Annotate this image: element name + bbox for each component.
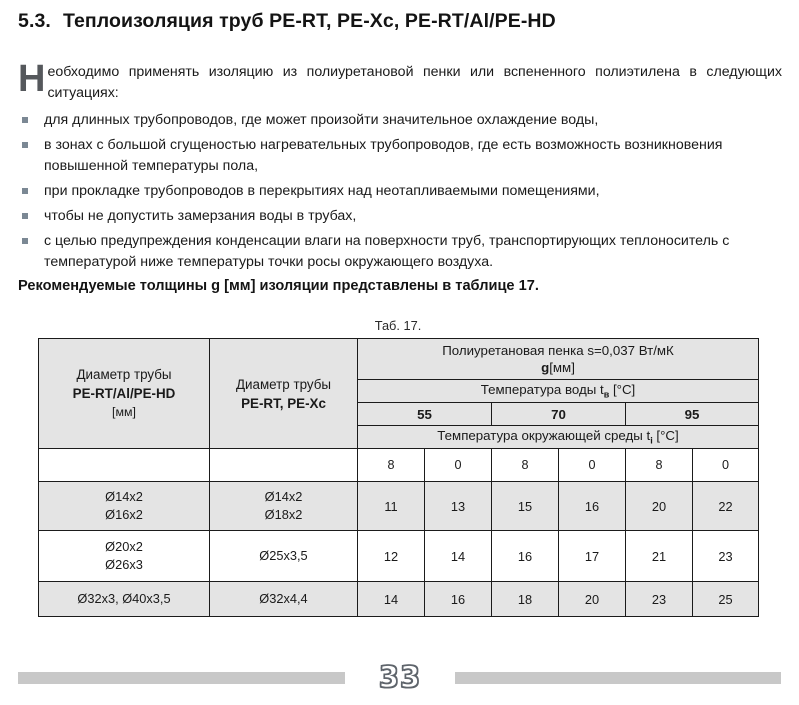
list-item bbox=[18, 110, 786, 131]
cell-thickness: 25 bbox=[693, 582, 759, 617]
header-cell-pipe-diameter-pex bbox=[210, 339, 358, 449]
ambient-temp-value: 0 bbox=[559, 449, 626, 482]
header-cell-ambient-temperature-label bbox=[358, 426, 759, 449]
header-cell-water-temp-95: 95 bbox=[626, 403, 759, 426]
cell-thickness: 14 bbox=[425, 531, 492, 582]
table-caption: Таб. 17. bbox=[374, 318, 422, 333]
cell-thickness: 23 bbox=[693, 531, 759, 582]
header-cell-water-temp-70: 70 bbox=[492, 403, 626, 426]
bullet-square-icon bbox=[22, 117, 28, 123]
header-pipe-diameter-label-2: Диаметр трубы bbox=[235, 376, 332, 392]
header-pipe-diameter-label: Диаметр трубы bbox=[76, 367, 172, 382]
header-thickness-symbol-line bbox=[361, 359, 755, 376]
cell-thickness: 17 bbox=[559, 531, 626, 582]
cell-pipe-pex bbox=[210, 482, 358, 531]
list-item-text: с целью предупреждения конденсации влаги на поверхности труб, транспортирующих теплоноситель с температурой ниже температуры точки росы окружающего воздуха. bbox=[44, 233, 730, 270]
list-item-text: для длинных трубопроводов, где может произойти значительное охлаждение воды, bbox=[44, 112, 599, 128]
bullet-square-icon bbox=[22, 142, 28, 148]
cell-pipe-alu bbox=[39, 531, 210, 582]
situations-list bbox=[18, 110, 786, 277]
insulation-thickness-table bbox=[38, 338, 758, 617]
header-cell-material bbox=[358, 339, 759, 380]
header-cell-water-temperature-label bbox=[358, 380, 759, 403]
cell-thickness: 18 bbox=[492, 582, 559, 617]
cell-thickness: 16 bbox=[492, 531, 559, 582]
footer-rule-left bbox=[18, 672, 345, 684]
list-item-text: в зонах с большой сгущеностью нагревательных трубопроводов, где есть возможность возникновения повышенной температуры пола, bbox=[44, 137, 723, 174]
list-item-text: чтобы не допустить замерзания воды в трубах, bbox=[44, 208, 357, 224]
recommended-thickness-note: Рекомендуемые толщины g [мм] изоляции представлены в таблице 17. bbox=[18, 278, 539, 294]
pipe-alu-line-1: Ø20x2 bbox=[105, 539, 143, 554]
section-number: 5.3. bbox=[18, 10, 51, 32]
ambient-temp-value: 8 bbox=[492, 449, 559, 482]
ambient-temp-value: 0 bbox=[693, 449, 759, 482]
bullet-square-icon bbox=[22, 213, 28, 219]
intro-text: еобходимо применять изоляцию из полиуретановой пенки или вспененного полиэтилена в следующих ситуациях: bbox=[47, 64, 782, 101]
header-water-temp-unit: [°C] bbox=[612, 382, 636, 398]
pipe-pex-line-1: Ø14x2 bbox=[264, 489, 303, 504]
pipe-alu-line-2: Ø16x2 bbox=[105, 507, 143, 522]
header-pipe-unit: [мм] bbox=[112, 405, 136, 419]
header-water-temp-subscript: в bbox=[603, 389, 610, 400]
list-item bbox=[18, 231, 786, 273]
list-item bbox=[18, 206, 786, 227]
cell-thickness: 15 bbox=[492, 482, 559, 531]
cell-thickness: 16 bbox=[425, 582, 492, 617]
cell-thickness: 12 bbox=[358, 531, 425, 582]
header-material-text: Полиуретановая пенка s=0,037 Вт/мК bbox=[442, 343, 674, 358]
bullet-square-icon bbox=[22, 238, 28, 244]
pipe-alu-line-1: Ø14x2 bbox=[105, 489, 143, 504]
header-thickness-symbol: g bbox=[541, 360, 550, 375]
header-cell-pipe-diameter-alu bbox=[39, 339, 210, 449]
table-row-ambient-values bbox=[39, 449, 759, 482]
table-header-row-material bbox=[39, 339, 759, 380]
cell-thickness: 23 bbox=[626, 582, 693, 617]
ambient-temp-value: 0 bbox=[425, 449, 492, 482]
table-row bbox=[39, 482, 759, 531]
section-title: Теплоизоляция труб PE-RT, PE-Xc, PE-RT/Al/PE-HD bbox=[62, 10, 556, 32]
cell-thickness: 16 bbox=[559, 482, 626, 531]
ambient-temp-value: 8 bbox=[626, 449, 693, 482]
pipe-alu-line-2: Ø26x3 bbox=[105, 557, 143, 572]
cell-thickness: 20 bbox=[559, 582, 626, 617]
cell-pipe-alu: Ø32x3, Ø40x3,5 bbox=[39, 582, 210, 617]
pipe-pex-line-2: Ø18x2 bbox=[264, 507, 303, 522]
ambient-row-blank-2 bbox=[210, 449, 358, 482]
header-cell-water-temp-55: 55 bbox=[358, 403, 492, 426]
cell-thickness: 14 bbox=[358, 582, 425, 617]
cell-thickness: 13 bbox=[425, 482, 492, 531]
page-footer bbox=[0, 659, 799, 693]
cell-thickness: 21 bbox=[626, 531, 693, 582]
cell-thickness: 20 bbox=[626, 482, 693, 531]
header-ambient-text: Температура окружающей среды t bbox=[437, 428, 651, 444]
header-ambient-subscript: i bbox=[650, 435, 653, 446]
drop-cap: Н bbox=[18, 58, 46, 100]
header-ambient-unit: [°C] bbox=[656, 428, 679, 444]
list-item-text: при прокладке трубопроводов в перекрытиях над неотапливаемыми помещениями, bbox=[44, 183, 600, 199]
list-item bbox=[18, 181, 786, 202]
cell-pipe-pex: Ø32x4,4 bbox=[210, 582, 358, 617]
list-item bbox=[18, 135, 786, 177]
cell-pipe-alu bbox=[39, 482, 210, 531]
page-number: 33 bbox=[378, 660, 422, 694]
pipe-pex-line-1: Ø25x3,5 bbox=[259, 548, 308, 563]
cell-pipe-pex bbox=[210, 531, 358, 582]
bullet-square-icon bbox=[22, 188, 28, 194]
page-title bbox=[18, 10, 778, 33]
header-water-temp-text: Температура воды t bbox=[480, 382, 604, 398]
ambient-temp-value: 8 bbox=[358, 449, 425, 482]
table-row bbox=[39, 582, 759, 617]
footer-rule-right bbox=[455, 672, 781, 684]
table-row bbox=[39, 531, 759, 582]
header-pipe-type-pex: PE-RT, PE-Xc bbox=[241, 395, 326, 411]
cell-thickness: 22 bbox=[693, 482, 759, 531]
header-thickness-unit: [мм] bbox=[549, 360, 575, 375]
ambient-row-blank-1 bbox=[39, 449, 210, 482]
cell-thickness: 11 bbox=[358, 482, 425, 531]
intro-paragraph bbox=[18, 58, 782, 104]
header-pipe-type-alu: PE-RT/Al/PE-HD bbox=[72, 386, 176, 401]
